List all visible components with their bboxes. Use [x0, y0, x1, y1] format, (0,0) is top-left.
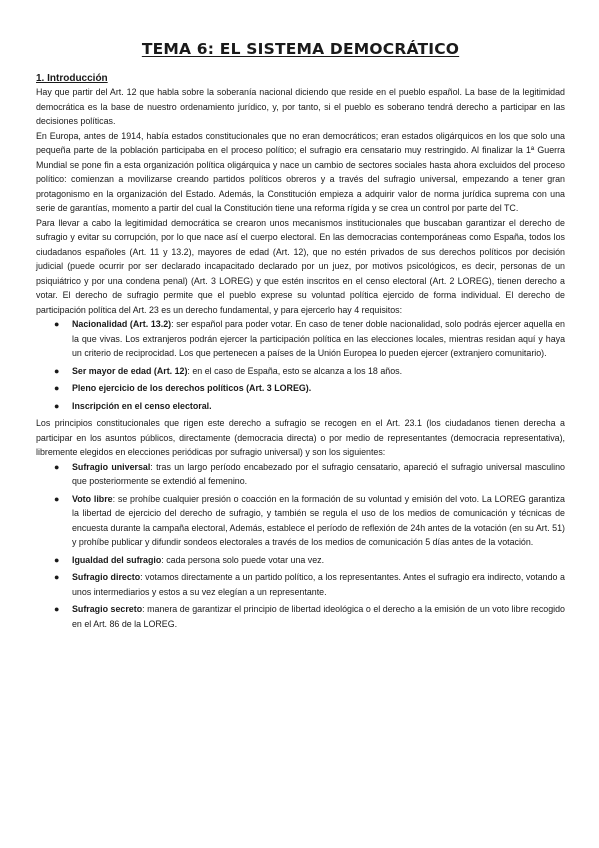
list-item-text: : manera de garantizar el principio de libertad ideológica o el derecho a la emisión de un voto libre recogido en el Art. 86 de la LOREG. [72, 604, 565, 629]
list-item [54, 399, 565, 414]
section-heading: 1. Introducción [36, 73, 108, 84]
bullet-icon: ● [54, 383, 60, 393]
paragraph-principles: Los principios constitucionales que rigen este derecho a sufragio se recogen en el Art. 23.1 (los ciudadanos tienen derecha a participar en los asuntos públicos, directamente (democracia directa) o por medio de representantes (democracia representativa), libremente elegidos en elecciones periódicas por sufragio universal) y son los siguientes: [36, 418, 565, 457]
list-item [54, 570, 565, 599]
list-item [54, 364, 565, 379]
bullet-icon: ● [54, 365, 60, 376]
list-item-text: : votamos directamente a un partido político, a los representantes. Antes el sufragio era indirecto, votando a unos intermediarios y estos a su vez elegían a un representante. [72, 572, 565, 597]
list-item-term: Ser mayor de edad (Art. 12) [72, 365, 188, 376]
bullet-icon: ● [54, 493, 60, 504]
bullet-icon: ● [54, 319, 60, 329]
list-item-term: Pleno ejercicio de los derechos políticos (Art. 3 LOREG). [72, 383, 312, 393]
list-item-term: Sufragio secreto [72, 604, 143, 614]
list-item [54, 553, 565, 568]
bullet-icon: ● [54, 554, 60, 565]
list-item-term: Inscripción en el censo electoral. [72, 400, 212, 411]
list-item-term: Igualdad del sufragio [72, 554, 162, 565]
paragraph-electoral-body: Para llevar a cabo la legitimidad democrática se crearon unos mecanismos institucionales que buscaban garantizar el derecho de sufragio y evitar su corrupción, por lo que nace así el cuerpo electoral. En las democracias contemporáneas como España, todos los ciudadanos españoles (Art. 11 y 13.2), mayores de edad (Art. 12), que no estén privados de sus derechos políticos por decisión judicial (puede ocurrir por ser declarado incapacitado declarado por un juez, por motivos psicológicos, es decir, personas de un psiquiátrico y por una condena penal) (Art. 3 LOREG) y que estén inscritos en el censo electoral (Art. 2 LOREG), tienen derecho a votar. El derecho de sufragio permite que el pueblo exprese su voluntad política ejercido de forma individual. El derecho de participación política del Art. 23 es un derecho fundamental, y para ejercerlo hay 4 requisitos: [36, 217, 565, 315]
paragraph-history: En Europa, antes de 1914, había estados constitucionales que no eran democráticos; eran estados oligárquicos en los que solo una pequeña parte de la población participaba en el proceso político; el sufragio era censatario muy restringido. Al finalizar la 1ª Guerra Mundial se pone fin a esta organización política oligárquica y nace un cambio de sectores sociales hasta ahora excluidos del proceso político: comienzan a movilizarse creando partidos políticos obreros y a través del sufragio universal, empezando a tener gran protagonismo en la organización del Estado. Además, la Constitución empieza a adquirir valor de norma jurídica suprema con una serie de garantías, momento a partir del cual la Constitución tiene una reforma rígida y se crea un control por parte del TC. [36, 130, 565, 213]
list-item-text: : ser español para poder votar. En caso de tener doble nacionalidad, solo podrás ejercer aquella en la que vivas. Los extranjeros podrán ejercer la participación política en las elecciones locales, mientras residan aquí y haya un criterio de reciprocidad. Los que pertenecen a países de la Unión Europea lo pueden ejercer (extranjero comunitario). [72, 319, 565, 358]
list-item [54, 381, 565, 396]
list-item-text: : en el caso de España, esto se alcanza a los 18 años. [187, 365, 403, 376]
bullet-icon: ● [54, 572, 60, 582]
page-title: TEMA 6: EL SISTEMA DEMOCRÁTICO [141, 40, 460, 58]
list-item-text: : se prohíbe cualquier presión o coacción en la formación de su voluntad y emisión del voto. La LOREG garantiza la libertad de ejercicio del derecho de sufragio, y también se regula el uso de los medios de comunicación y técnicas de encuesta durante la campaña electoral, Además, establece el período de reflexión de 24h antes de la votación (en su Art. 51) y prohíbe publicar y difundir sondeos electorales a través de los medios de comunicación 5 días antes de la votación. [72, 493, 565, 547]
list-item-text: : cada persona solo puede votar una vez. [161, 554, 325, 565]
list-item-term: Sufragio directo [72, 572, 141, 582]
list-item [54, 492, 565, 550]
list-item-term: Sufragio universal [72, 461, 151, 472]
bullet-icon: ● [54, 461, 60, 472]
principles-list [36, 460, 565, 632]
list-item [54, 460, 565, 489]
list-item-term: Nacionalidad (Art. 13.2) [72, 319, 172, 329]
bullet-icon: ● [54, 400, 60, 411]
list-item-term: Voto libre [72, 493, 113, 504]
paragraph-intro: Hay que partir del Art. 12 que habla sobre la soberanía nacional diciendo que reside en el pueblo español. La base de la legitimidad democrática es la base de nuestro ordenamiento jurídico, y, por tanto, si el pueblo es soberano tendrá derecho a participar en las decisiones políticas. [36, 87, 565, 126]
list-item [54, 317, 565, 361]
list-item-text: : tras un largo período encabezado por el sufragio censatario, apareció el sufragio universal masculino que posteriormente se extendió al femenino. [72, 461, 565, 486]
list-item [54, 602, 565, 631]
bullet-icon: ● [54, 604, 60, 614]
requirements-list [36, 317, 565, 413]
